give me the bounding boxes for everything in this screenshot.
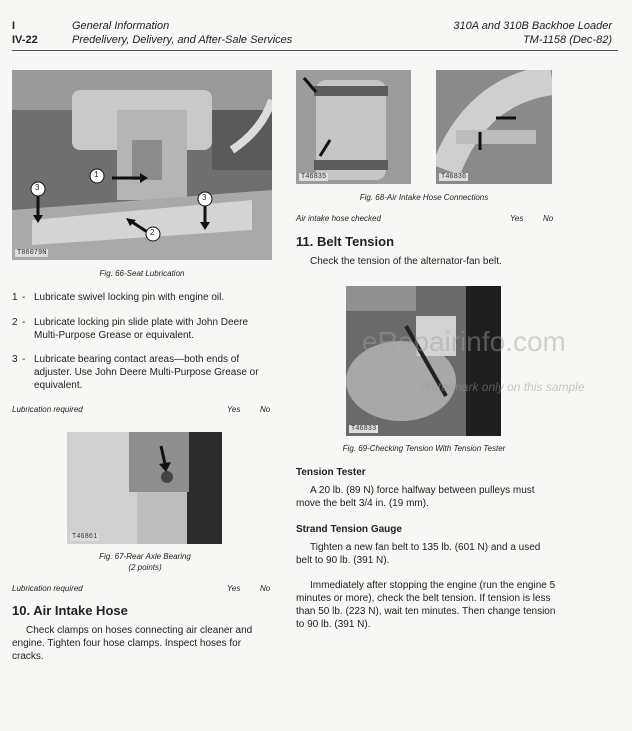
photo-id: T86079N	[17, 249, 47, 257]
header-model: 310A and 310B Backhoe Loader	[453, 20, 612, 32]
tension-tester-heading: Tension Tester	[296, 467, 366, 478]
no-option[interactable]: No	[260, 584, 271, 593]
fig66-caption: Fig. 66-Seat Lubrication	[99, 269, 185, 278]
watermark: eRepairinfo.com	[362, 326, 566, 357]
strand-gauge-heading: Strand Tension Gauge	[296, 524, 402, 535]
no-option[interactable]: No	[543, 214, 554, 223]
fig68-caption: Fig. 68-Air Intake Hose Connections	[359, 193, 489, 202]
yes-option[interactable]: Yes	[510, 214, 524, 223]
photo-id: T46835	[301, 173, 327, 181]
yes-option[interactable]: Yes	[227, 584, 241, 593]
header-subtitle: Predelivery, Delivery, and After-Sale Services	[72, 34, 293, 46]
fig69-caption: Fig. 69-Checking Tension With Tension Tester	[342, 444, 506, 453]
photo-id: T46861	[72, 533, 98, 541]
header-manual: TM-1158 (Dec-82)	[522, 34, 612, 46]
photo-id: T46833	[351, 425, 377, 433]
page-number: IV-22	[12, 34, 38, 46]
list-item: 3 - Lubricate bearing contact areas—both ends of adjuster. Use John Deere Multi-Purpose Grease or equivalent.	[12, 354, 259, 391]
callout-2: 2	[150, 228, 155, 237]
watermark-note: Watermark only on this sample	[420, 380, 585, 394]
section-11-body: Check the tension of the alternator-fan belt.	[310, 256, 502, 267]
list-item: 1 - Lubricate swivel locking pin with engine oil.	[12, 292, 225, 303]
list-item: 2 - Lubricate locking pin slide plate with John Deere Multi-Purpose Grease or equivalent.	[12, 317, 249, 341]
strand-gauge-body-1: Tighten a new fan belt to 135 lb. (601 N) and a used belt to 90 lb. (391 N).	[296, 542, 541, 566]
no-option[interactable]: No	[260, 405, 271, 414]
fig68-photo-left	[296, 70, 411, 184]
section-11-heading: 11. Belt Tension	[296, 234, 395, 249]
fig67-caption: Fig. 67-Rear Axle Bearing	[99, 552, 191, 561]
fig67-photo	[67, 432, 222, 544]
hose-checked-label: Air intake hose checked	[296, 214, 381, 223]
strand-gauge-body-2: Immediately after stopping the engine (run the engine 5 minutes or more), check the belt tension. If tension is less than 50 lb. (223 N), wait ten minutes. Then change tension to 90 lb. (391 N).	[296, 580, 556, 630]
callout-1: 1	[94, 170, 99, 179]
lube-required-label: Lubrication required	[12, 405, 83, 414]
header-rule	[12, 50, 618, 51]
section-number: I	[12, 20, 16, 32]
callout-3: 3	[35, 183, 40, 192]
tension-tester-body: A 20 lb. (89 N) force halfway between pulleys must move the belt 3/4 in. (19 mm).	[296, 485, 535, 509]
header-title: General Information	[72, 20, 170, 32]
section-10-heading: 10. Air Intake Hose	[12, 603, 128, 618]
fig66-photo	[12, 70, 272, 260]
fig69-photo	[346, 286, 501, 436]
photo-id: T46836	[441, 173, 467, 181]
fig68-photo-right	[436, 70, 552, 184]
yes-option[interactable]: Yes	[227, 405, 241, 414]
lube-required-label: Lubrication required	[12, 584, 83, 593]
section-10-body: Check clamps on hoses connecting air cleaner and engine. Tighten four hose clamps. Inspect hoses for cracks.	[12, 625, 253, 662]
fig67-caption-points: (2 points)	[128, 563, 162, 572]
callout-3: 3	[202, 193, 207, 202]
